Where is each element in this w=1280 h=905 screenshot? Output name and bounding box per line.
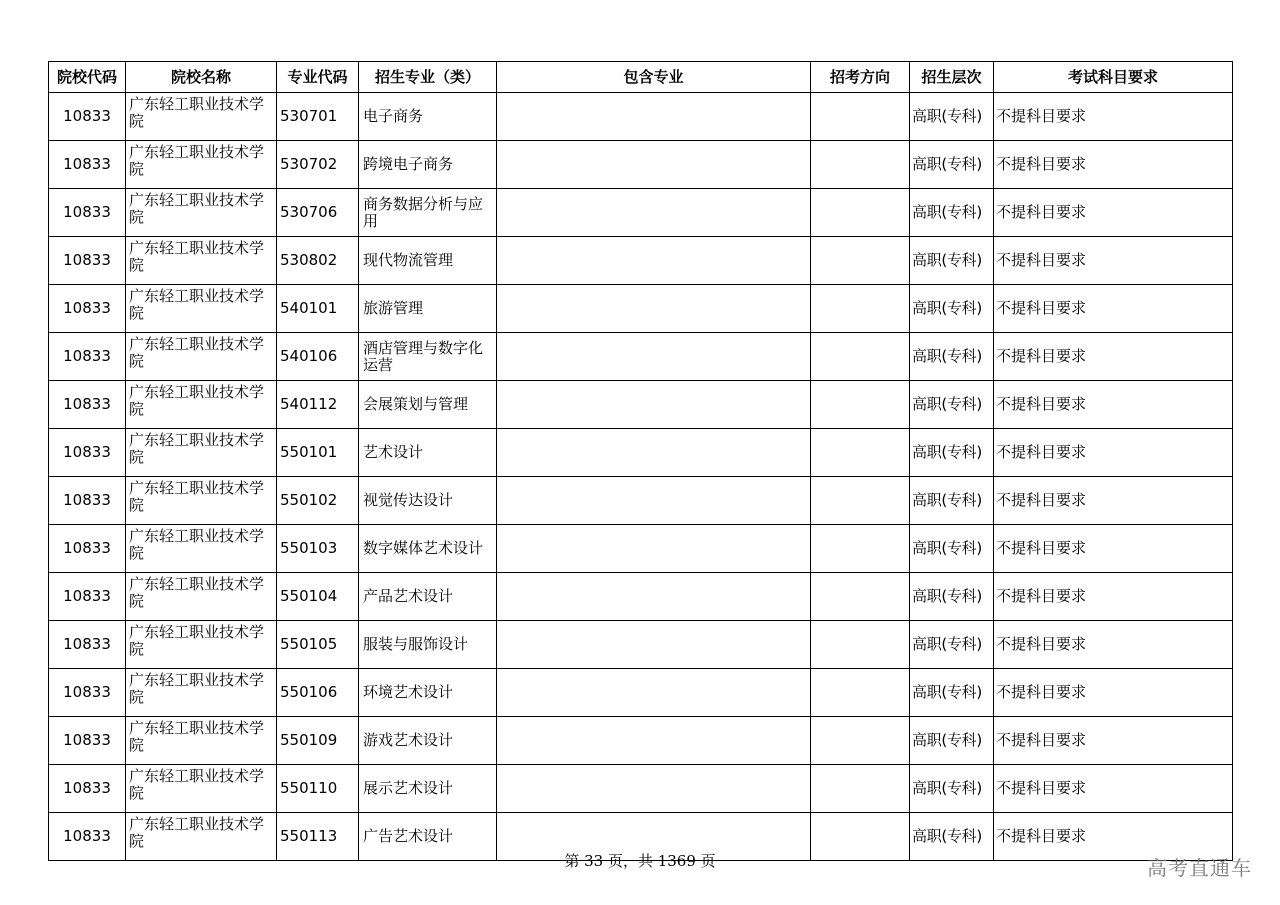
cell-direction: [811, 765, 910, 813]
cell-major: 视觉传达设计: [359, 477, 497, 525]
table-row: [49, 765, 1233, 813]
cell-direction: [811, 333, 910, 381]
cell-major-code: 550105: [277, 621, 359, 669]
cell-school-code: 10833: [49, 333, 126, 381]
cell-major: 数字媒体艺术设计: [359, 525, 497, 573]
cell-included-majors: [497, 669, 811, 717]
cell-major-code: 550113: [277, 813, 359, 861]
cell-major-code: 550101: [277, 429, 359, 477]
cell-major-code: 540112: [277, 381, 359, 429]
table-header: [49, 62, 1233, 93]
cell-major: 跨境电子商务: [359, 141, 497, 189]
cell-included-majors: [497, 429, 811, 477]
cell-major-code: 540106: [277, 333, 359, 381]
cell-major: 艺术设计: [359, 429, 497, 477]
cell-requirement: 不提科目要求: [994, 477, 1233, 525]
cell-included-majors: [497, 717, 811, 765]
cell-major: 酒店管理与数字化运营: [359, 333, 497, 381]
cell-school-code: 10833: [49, 237, 126, 285]
cell-school-code: 10833: [49, 621, 126, 669]
table-row: [49, 621, 1233, 669]
cell-major: 现代物流管理: [359, 237, 497, 285]
cell-school-name: 广东轻工职业技术学院: [126, 765, 277, 813]
cell-school-name: 广东轻工职业技术学院: [126, 333, 277, 381]
cell-school-code: 10833: [49, 189, 126, 237]
cell-major-code: 540101: [277, 285, 359, 333]
cell-school-code: 10833: [49, 285, 126, 333]
cell-direction: [811, 285, 910, 333]
cell-major: 服装与服饰设计: [359, 621, 497, 669]
cell-major-code: 530702: [277, 141, 359, 189]
header-row: [49, 62, 1233, 93]
cell-level: 高职(专科): [910, 237, 994, 285]
cell-level: 高职(专科): [910, 717, 994, 765]
cell-level: 高职(专科): [910, 525, 994, 573]
cell-major: 会展策划与管理: [359, 381, 497, 429]
header-included-majors: 包含专业: [497, 62, 811, 93]
cell-school-name: 广东轻工职业技术学院: [126, 141, 277, 189]
cell-school-code: 10833: [49, 765, 126, 813]
cell-school-code: 10833: [49, 669, 126, 717]
cell-requirement: 不提科目要求: [994, 573, 1233, 621]
cell-level: 高职(专科): [910, 621, 994, 669]
cell-direction: [811, 477, 910, 525]
cell-included-majors: [497, 285, 811, 333]
cell-major-code: 550110: [277, 765, 359, 813]
table-row: [49, 717, 1233, 765]
cell-included-majors: [497, 333, 811, 381]
cell-school-name: 广东轻工职业技术学院: [126, 669, 277, 717]
cell-requirement: 不提科目要求: [994, 189, 1233, 237]
cell-level: 高职(专科): [910, 765, 994, 813]
cell-included-majors: [497, 237, 811, 285]
table-body: [49, 93, 1233, 861]
cell-requirement: 不提科目要求: [994, 621, 1233, 669]
cell-major-code: 530701: [277, 93, 359, 141]
cell-included-majors: [497, 525, 811, 573]
cell-requirement: 不提科目要求: [994, 381, 1233, 429]
cell-school-code: 10833: [49, 93, 126, 141]
cell-level: 高职(专科): [910, 477, 994, 525]
cell-direction: [811, 429, 910, 477]
cell-requirement: 不提科目要求: [994, 525, 1233, 573]
cell-included-majors: [497, 765, 811, 813]
cell-school-name: 广东轻工职业技术学院: [126, 477, 277, 525]
cell-direction: [811, 381, 910, 429]
cell-requirement: 不提科目要求: [994, 717, 1233, 765]
cell-level: 高职(专科): [910, 381, 994, 429]
cell-major: 游戏艺术设计: [359, 717, 497, 765]
cell-direction: [811, 93, 910, 141]
cell-major: 商务数据分析与应用: [359, 189, 497, 237]
header-major: 招生专业（类）: [359, 62, 497, 93]
table-row: [49, 285, 1233, 333]
cell-school-code: 10833: [49, 429, 126, 477]
cell-included-majors: [497, 477, 811, 525]
cell-school-code: 10833: [49, 141, 126, 189]
table-row: [49, 237, 1233, 285]
cell-level: 高职(专科): [910, 285, 994, 333]
cell-major-code: 530802: [277, 237, 359, 285]
table-row: [49, 189, 1233, 237]
cell-requirement: 不提科目要求: [994, 813, 1233, 861]
cell-included-majors: [497, 573, 811, 621]
page-number: 第 33 页，共 1369 页: [564, 852, 716, 870]
cell-major: 展示艺术设计: [359, 765, 497, 813]
cell-major-code: 550106: [277, 669, 359, 717]
cell-major: 环境艺术设计: [359, 669, 497, 717]
cell-included-majors: [497, 381, 811, 429]
cell-direction: [811, 573, 910, 621]
watermark: 高考直通车: [1147, 856, 1252, 880]
cell-school-name: 广东轻工职业技术学院: [126, 525, 277, 573]
cell-school-name: 广东轻工职业技术学院: [126, 429, 277, 477]
cell-school-name: 广东轻工职业技术学院: [126, 381, 277, 429]
cell-school-name: 广东轻工职业技术学院: [126, 93, 277, 141]
table-row: [49, 429, 1233, 477]
cell-major: 旅游管理: [359, 285, 497, 333]
cell-school-code: 10833: [49, 813, 126, 861]
cell-major: 广告艺术设计: [359, 813, 497, 861]
cell-direction: [811, 141, 910, 189]
cell-level: 高职(专科): [910, 429, 994, 477]
header-direction: 招考方向: [811, 62, 910, 93]
cell-major-code: 550103: [277, 525, 359, 573]
cell-school-code: 10833: [49, 381, 126, 429]
cell-school-name: 广东轻工职业技术学院: [126, 621, 277, 669]
cell-level: 高职(专科): [910, 573, 994, 621]
cell-major: 产品艺术设计: [359, 573, 497, 621]
header-major-code: 专业代码: [277, 62, 359, 93]
cell-requirement: 不提科目要求: [994, 141, 1233, 189]
table-row: [49, 669, 1233, 717]
cell-school-code: 10833: [49, 717, 126, 765]
cell-level: 高职(专科): [910, 813, 994, 861]
cell-major-code: 550102: [277, 477, 359, 525]
header-school-name: 院校名称: [126, 62, 277, 93]
cell-major-code: 550109: [277, 717, 359, 765]
cell-major-code: 550104: [277, 573, 359, 621]
table-row: [49, 141, 1233, 189]
cell-requirement: 不提科目要求: [994, 93, 1233, 141]
cell-included-majors: [497, 141, 811, 189]
header-requirement: 考试科目要求: [994, 62, 1233, 93]
table-row: [49, 381, 1233, 429]
cell-major-code: 530706: [277, 189, 359, 237]
cell-level: 高职(专科): [910, 669, 994, 717]
cell-level: 高职(专科): [910, 141, 994, 189]
cell-school-name: 广东轻工职业技术学院: [126, 237, 277, 285]
cell-school-name: 广东轻工职业技术学院: [126, 285, 277, 333]
cell-direction: [811, 189, 910, 237]
cell-level: 高职(专科): [910, 189, 994, 237]
cell-direction: [811, 621, 910, 669]
cell-level: 高职(专科): [910, 333, 994, 381]
cell-requirement: 不提科目要求: [994, 237, 1233, 285]
cell-requirement: 不提科目要求: [994, 429, 1233, 477]
admissions-table: [48, 61, 1233, 861]
header-school-code: 院校代码: [49, 62, 126, 93]
cell-direction: [811, 669, 910, 717]
cell-school-name: 广东轻工职业技术学院: [126, 813, 277, 861]
header-level: 招生层次: [910, 62, 994, 93]
table-row: [49, 477, 1233, 525]
cell-school-name: 广东轻工职业技术学院: [126, 573, 277, 621]
table-row: [49, 333, 1233, 381]
cell-included-majors: [497, 189, 811, 237]
cell-direction: [811, 525, 910, 573]
cell-school-code: 10833: [49, 573, 126, 621]
cell-requirement: 不提科目要求: [994, 669, 1233, 717]
table-row: [49, 525, 1233, 573]
cell-requirement: 不提科目要求: [994, 333, 1233, 381]
cell-requirement: 不提科目要求: [994, 765, 1233, 813]
table-row: [49, 573, 1233, 621]
cell-school-name: 广东轻工职业技术学院: [126, 189, 277, 237]
cell-level: 高职(专科): [910, 93, 994, 141]
cell-school-name: 广东轻工职业技术学院: [126, 717, 277, 765]
table-row: [49, 93, 1233, 141]
cell-direction: [811, 717, 910, 765]
cell-school-code: 10833: [49, 525, 126, 573]
cell-requirement: 不提科目要求: [994, 285, 1233, 333]
cell-school-code: 10833: [49, 477, 126, 525]
cell-included-majors: [497, 93, 811, 141]
cell-major: 电子商务: [359, 93, 497, 141]
cell-direction: [811, 237, 910, 285]
cell-included-majors: [497, 621, 811, 669]
